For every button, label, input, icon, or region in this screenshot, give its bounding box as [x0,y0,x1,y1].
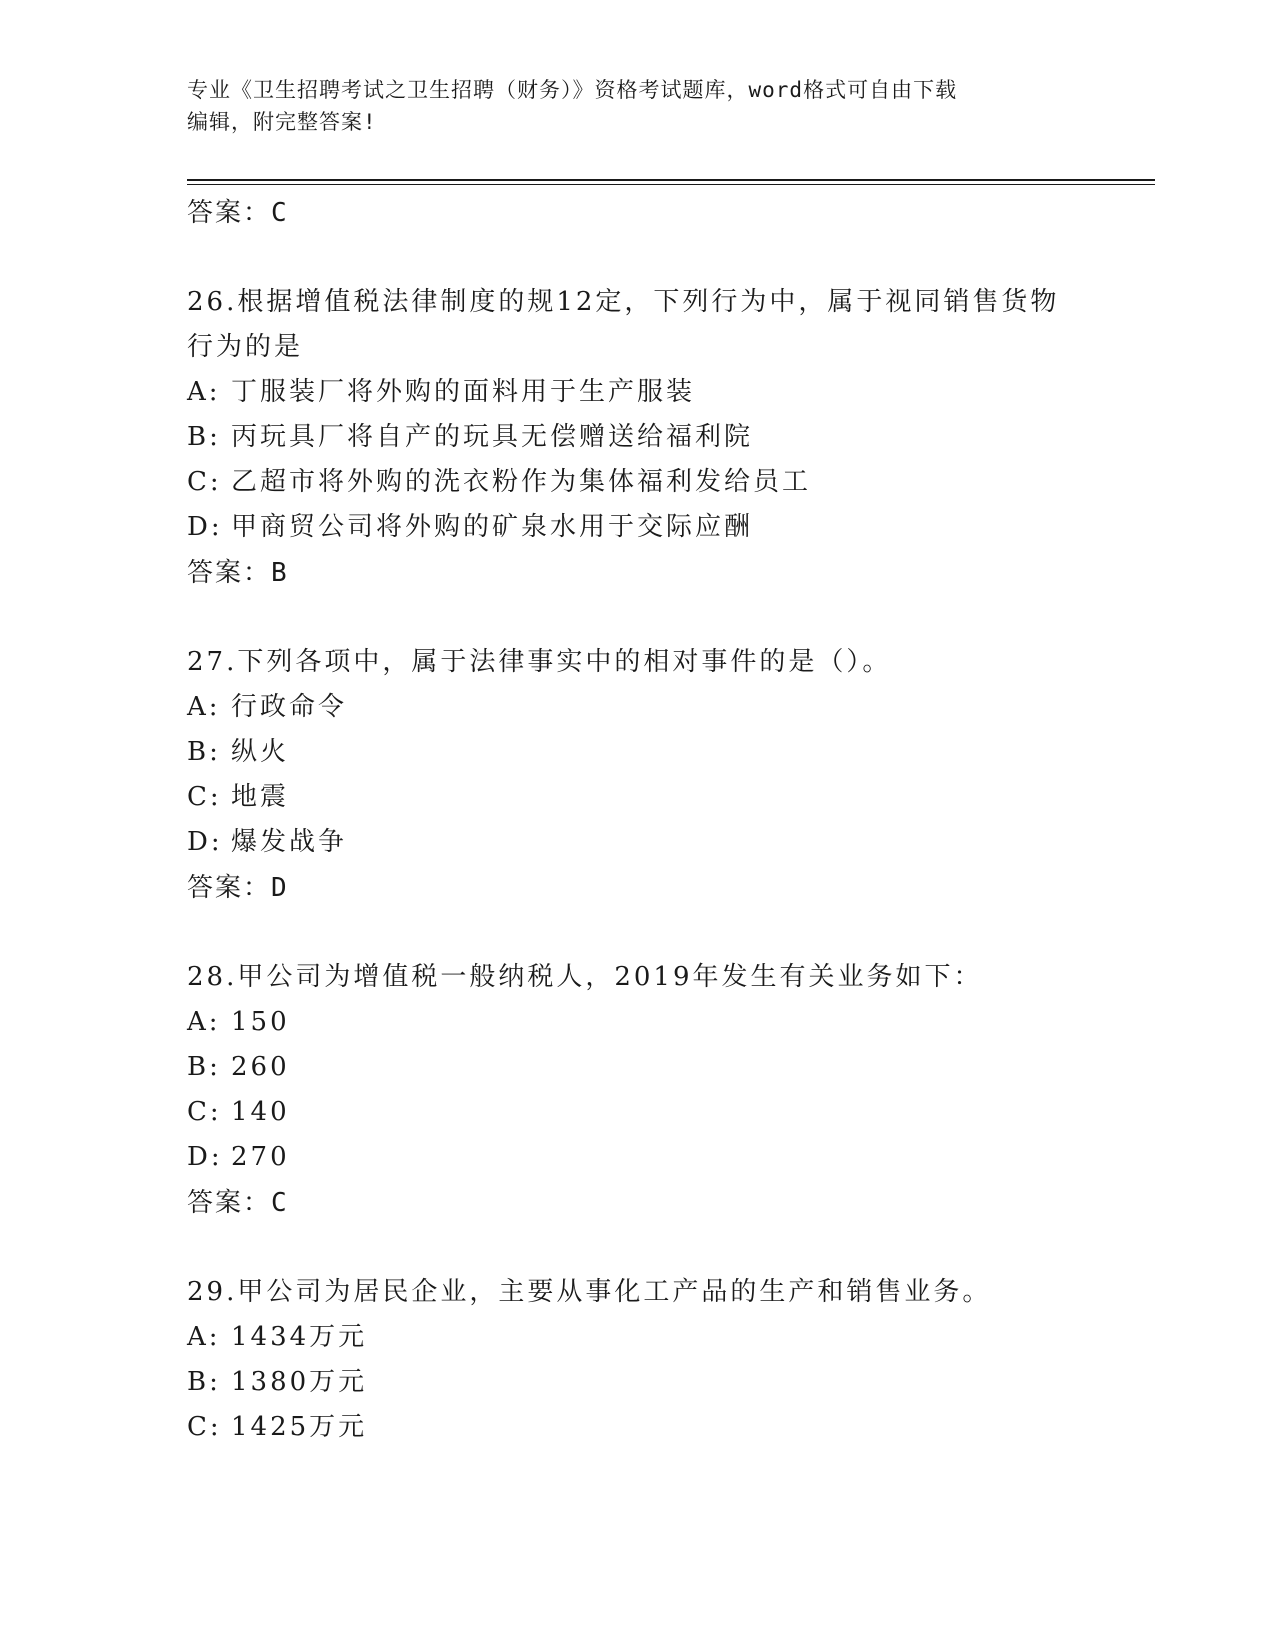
document-header [187,74,1087,138]
option-key: A: [187,1007,221,1037]
option-b [187,1045,1087,1090]
option-key: A: [187,1322,221,1352]
option-b [187,415,1087,460]
question-text: 29.甲公司为居民企业，主要从事化工产品的生产和销售业务。 [187,1277,992,1307]
option-c [187,460,1087,505]
option-key: B: [187,737,221,767]
question-text: 28.甲公司为增值税一般纳税人，2019年发生有关业务如下： [187,962,983,992]
answer-value: B [271,558,289,588]
option-key: B: [187,422,221,452]
option-text: 1380万元 [231,1367,368,1397]
question-27 [187,640,1087,911]
question-28 [187,955,1087,1226]
question-text: 27.下列各项中，属于法律事实中的相对事件的是（）。 [187,647,892,677]
option-text: 丙玩具厂将自产的玩具无偿赠送给福利院 [231,422,754,452]
option-a [187,370,1087,415]
option-d [187,505,1087,550]
answer-value: D [271,873,289,903]
question-list [187,190,1087,1450]
header-divider-thin [187,184,1155,185]
question-text-continued: 行为的是 [187,332,304,362]
header-divider-thick [187,179,1155,181]
option-key: D: [187,827,223,857]
option-text: 丁服装厂将外购的面料用于生产服装 [231,377,696,407]
option-key: A: [187,377,221,407]
header-line-1: 专业《卫生招聘考试之卫生招聘（财务）》资格考试题库，word格式可自由下载 [187,78,958,102]
option-c [187,1090,1087,1135]
question-26 [187,280,1087,596]
option-key: C: [187,467,222,497]
option-key: D: [187,512,223,542]
option-key: C: [187,1412,222,1442]
option-text: 150 [231,1007,290,1037]
answer-line [187,1180,1087,1226]
option-key: D: [187,1142,223,1172]
option-text: 甲商贸公司将外购的矿泉水用于交际应酬 [231,512,754,542]
answer-line [187,865,1087,911]
option-text: 乙超市将外购的洗衣粉作为集体福利发给员工 [231,467,812,497]
option-c [187,1405,1087,1450]
option-text: 地震 [231,782,290,812]
option-c [187,775,1087,820]
option-text: 1425万元 [231,1412,368,1442]
answer-value: C [271,198,289,228]
option-text: 纵火 [231,737,290,767]
question-text: 26.根据增值税法律制度的规12定，下列行为中，属于视同销售货物 [187,287,1060,317]
answer-label: 答案： [187,873,272,903]
option-key: B: [187,1367,221,1397]
option-text: 260 [231,1052,290,1082]
option-a [187,1000,1087,1045]
option-key: B: [187,1052,221,1082]
option-d [187,820,1087,865]
option-text: 1434万元 [231,1322,368,1352]
option-key: A: [187,692,221,722]
option-text: 270 [231,1142,290,1172]
option-b [187,730,1087,775]
option-key: C: [187,1097,222,1127]
option-d [187,1135,1087,1180]
answer-line [187,550,1087,596]
answer-value: C [271,1188,289,1218]
answer-label: 答案： [187,1188,272,1218]
option-a [187,685,1087,730]
answer-label: 答案： [187,558,272,588]
header-line-2: 编辑，附完整答案! [187,110,377,134]
option-text: 爆发战争 [231,827,348,857]
option-key: C: [187,782,222,812]
option-b [187,1360,1087,1405]
answer-line [187,190,1087,236]
answer-label: 答案： [187,198,272,228]
question-29 [187,1270,1087,1450]
option-text: 140 [231,1097,290,1127]
option-text: 行政命令 [231,692,348,722]
option-a [187,1315,1087,1360]
